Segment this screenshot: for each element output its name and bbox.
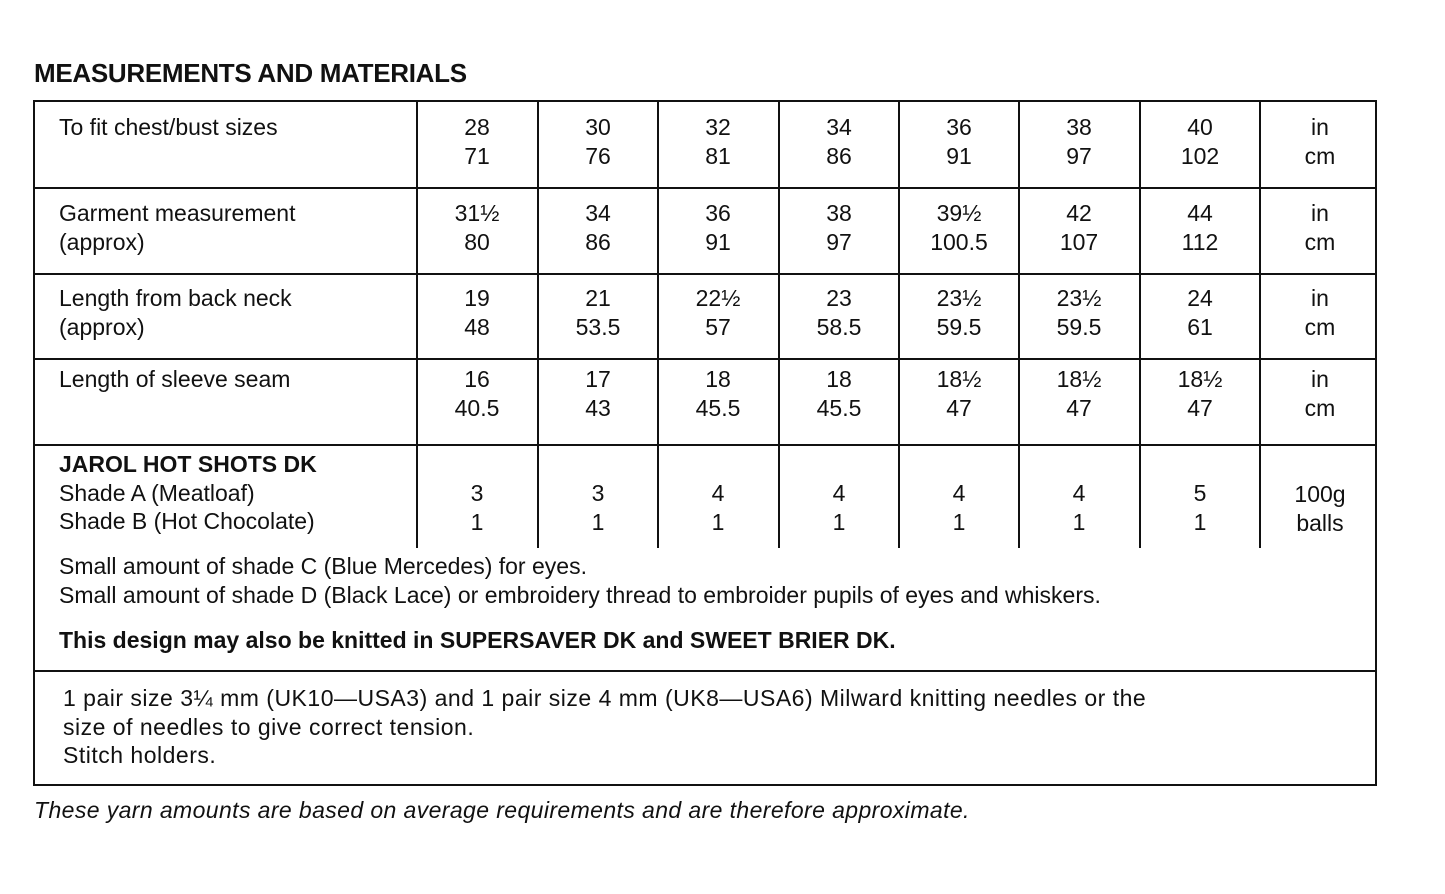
value-cell: 17 43 xyxy=(585,366,611,421)
value-cell: 24 61 xyxy=(1187,285,1213,340)
row-divider xyxy=(35,358,1375,360)
shade-a-label: Shade A (Meatloaf) xyxy=(59,479,255,506)
row-label-sleeve: Length of sleeve seam xyxy=(59,366,291,392)
value-cell: 23½ 59.5 xyxy=(936,285,982,340)
note-alternative-yarns: This design may also be knitted in SUPERSAVER DK and SWEET BRIER DK. xyxy=(59,627,896,653)
value-cell: 18 45.5 xyxy=(816,366,862,421)
yarn-value-cell: 4 1 xyxy=(832,480,846,535)
yarn-value-cell: 3 1 xyxy=(470,480,484,535)
value-cell: 39½ 100.5 xyxy=(930,200,988,255)
stitch-holders: Stitch holders. xyxy=(63,742,217,768)
needles-section xyxy=(63,684,1146,770)
value-cell: 23½ 59.5 xyxy=(1056,285,1102,340)
value-cell: 36 91 xyxy=(946,114,972,169)
row-divider xyxy=(35,273,1375,275)
row-divider xyxy=(35,444,1375,446)
value-cell: 22½ 57 xyxy=(695,285,741,340)
note-shade-c: Small amount of shade C (Blue Mercedes) for eyes. xyxy=(59,553,587,579)
yarn-title: JAROL HOT SHOTS DK xyxy=(59,451,317,477)
row-divider xyxy=(35,187,1375,189)
value-cell: 21 53.5 xyxy=(575,285,621,340)
value-cell: 18 45.5 xyxy=(695,366,741,421)
value-cell: 19 48 xyxy=(464,285,490,340)
value-cell: 44 112 xyxy=(1181,200,1219,255)
section-title: MEASUREMENTS AND MATERIALS xyxy=(34,58,467,88)
unit-cell: in cm xyxy=(1304,366,1336,421)
note-shade-d: Small amount of shade D (Black Lace) or embroidery thread to embroider pupils of eyes and whiskers. xyxy=(59,582,1101,608)
row-label-garment: Garment measurement (approx) xyxy=(59,200,296,255)
unit-cell: in cm xyxy=(1304,200,1336,255)
value-cell: 18½ 47 xyxy=(1177,366,1223,421)
value-cell: 31½ 80 xyxy=(454,200,500,255)
value-cell: 32 81 xyxy=(705,114,731,169)
needles-line: 1 pair size 3¼ mm (UK10—USA3) and 1 pair size 4 mm (UK8—USA6) Milward knitting needles or the xyxy=(63,685,1147,711)
yarn-unit-cell: 100g balls xyxy=(1294,481,1346,536)
row-label-chest: To fit chest/bust sizes xyxy=(59,114,278,140)
value-cell: 30 76 xyxy=(585,114,611,169)
value-cell: 23 58.5 xyxy=(816,285,862,340)
value-cell: 28 71 xyxy=(464,114,490,169)
yarn-value-cell: 5 1 xyxy=(1193,480,1207,535)
shade-b-label: Shade B (Hot Chocolate) xyxy=(59,508,315,534)
value-cell: 42 107 xyxy=(1059,200,1099,255)
yarn-value-cell: 4 1 xyxy=(952,480,966,535)
value-cell: 34 86 xyxy=(585,200,611,255)
value-cell: 16 40.5 xyxy=(454,366,500,421)
value-cell: 38 97 xyxy=(826,200,852,255)
unit-cell: in cm xyxy=(1304,114,1336,169)
yarn-value-cell: 4 1 xyxy=(711,480,725,535)
footer-note: These yarn amounts are based on average requirements and are therefore approximate. xyxy=(34,797,970,823)
value-cell: 40 102 xyxy=(1180,114,1220,169)
value-cell: 34 86 xyxy=(826,114,852,169)
row-divider xyxy=(35,670,1375,672)
value-cell: 18½ 47 xyxy=(936,366,982,421)
needles-line: size of needles to give correct tension. xyxy=(63,713,475,740)
unit-cell: in cm xyxy=(1304,285,1336,340)
yarn-value-cell: 4 1 xyxy=(1072,480,1086,535)
value-cell: 36 91 xyxy=(705,200,731,255)
value-cell: 18½ 47 xyxy=(1056,366,1102,421)
yarn-value-cell: 3 1 xyxy=(591,480,605,535)
measurements-table xyxy=(33,100,1377,786)
yarn-label xyxy=(59,450,317,536)
value-cell: 38 97 xyxy=(1066,114,1092,169)
row-label-length-back: Length from back neck (approx) xyxy=(59,285,292,340)
